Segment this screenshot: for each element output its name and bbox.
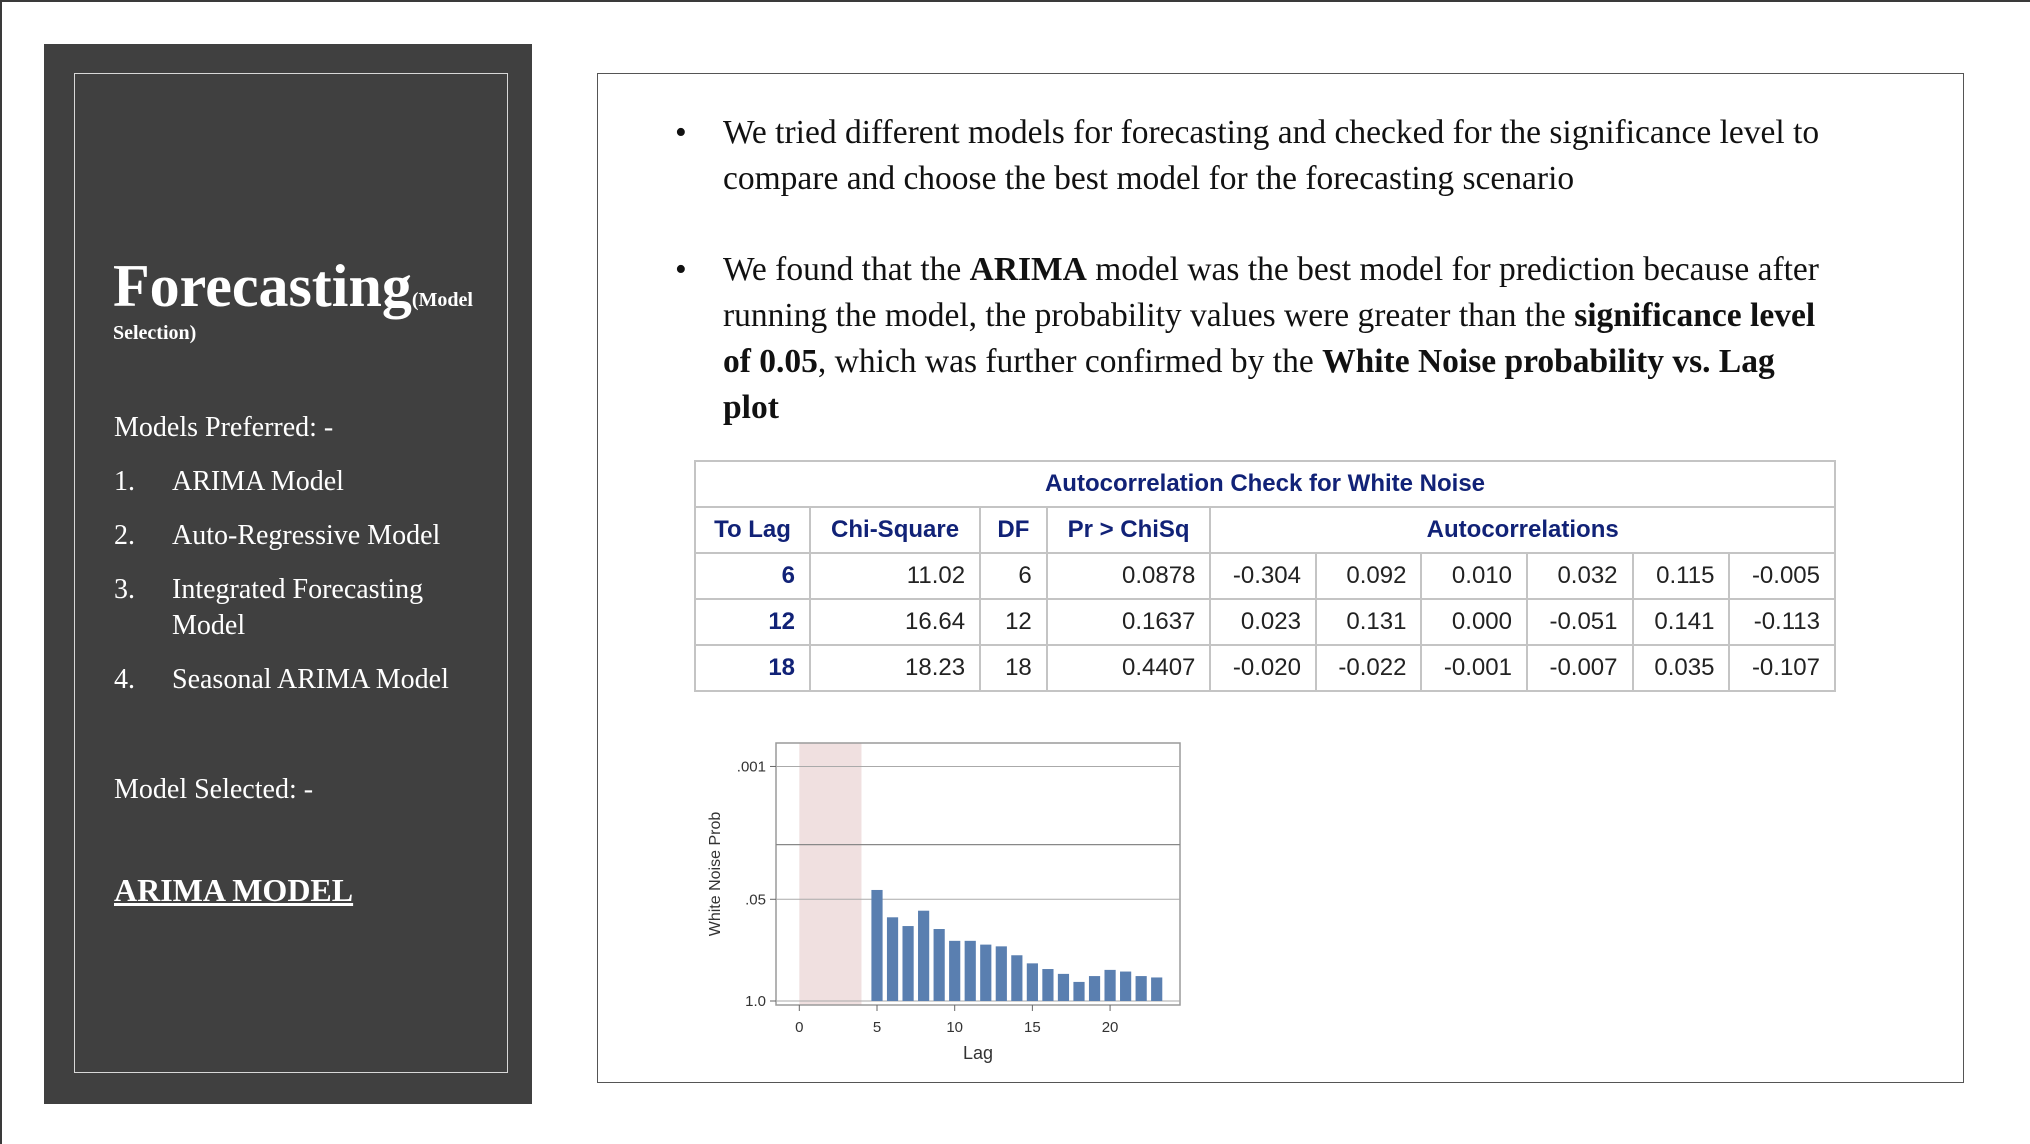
- cell-chisq: 18.23: [810, 645, 980, 691]
- cell-ac: -0.304: [1210, 553, 1316, 599]
- bar: [887, 917, 898, 1001]
- bar: [1136, 976, 1147, 1001]
- header-chi-square: Chi-Square: [810, 507, 980, 553]
- y-tick-label: .001: [736, 758, 766, 776]
- cell-ac: -0.001: [1421, 645, 1527, 691]
- bar: [996, 946, 1007, 1001]
- cell-ac: -0.007: [1527, 645, 1633, 691]
- bar: [1104, 970, 1115, 1001]
- cell-lag: 12: [695, 599, 810, 645]
- cell-chisq: 16.64: [810, 599, 980, 645]
- x-axis-label: Lag: [962, 1043, 994, 1063]
- bullet-item: [675, 247, 1835, 431]
- cell-ac: 0.010: [1421, 553, 1527, 599]
- model-label: ARIMA Model: [172, 466, 344, 497]
- model-item: [114, 518, 472, 554]
- cell-ac: 0.032: [1527, 553, 1633, 599]
- bar: [1073, 982, 1084, 1001]
- model-label: Seasonal ARIMA Model: [172, 664, 449, 695]
- cell-ac: 0.035: [1633, 645, 1730, 691]
- cell-chisq: 11.02: [810, 553, 980, 599]
- cell-ac: -0.107: [1729, 645, 1835, 691]
- bar: [1011, 955, 1022, 1001]
- sidebar-title: [113, 253, 473, 319]
- cell-ac: -0.051: [1527, 599, 1633, 645]
- model-number: 2.: [114, 520, 135, 551]
- cell-df: 6: [980, 553, 1047, 599]
- model-number: 1.: [114, 466, 135, 497]
- cell-ac: 0.092: [1316, 553, 1422, 599]
- bar: [1089, 976, 1100, 1001]
- bar: [980, 945, 991, 1001]
- cell-ac: -0.113: [1729, 599, 1835, 645]
- cell-lag: 6: [695, 553, 810, 599]
- header-pr-chisq: Pr > ChiSq: [1047, 507, 1211, 553]
- x-tick-label: 5: [872, 1019, 882, 1036]
- model-item: [114, 662, 472, 698]
- table-caption: Autocorrelation Check for White Noise: [695, 461, 1835, 507]
- bar: [1151, 977, 1162, 1001]
- model-number: 3.: [114, 574, 135, 605]
- table-row: [695, 553, 1835, 599]
- bar: [949, 941, 960, 1001]
- bar: [1042, 969, 1053, 1001]
- bar: [871, 890, 882, 1001]
- bullet-bold-significance: significance level of 0.05: [723, 297, 1816, 380]
- title-suffix: (Model: [411, 289, 473, 311]
- bar: [902, 926, 913, 1001]
- cell-ac: -0.020: [1210, 645, 1316, 691]
- header-to-lag: To Lag: [695, 507, 810, 553]
- table-row: [695, 645, 1835, 691]
- bar: [965, 941, 976, 1001]
- model-item: [114, 572, 472, 644]
- frame-left-border: [0, 0, 2, 1144]
- selected-model-name: ARIMA MODEL: [114, 872, 354, 908]
- table-caption-row: [695, 461, 1835, 507]
- cell-p: 0.0878: [1047, 553, 1211, 599]
- white-noise-plot: [690, 735, 1210, 1079]
- cell-p: 0.1637: [1047, 599, 1211, 645]
- cell-ac: 0.141: [1633, 599, 1730, 645]
- title-main: Forecasting: [113, 253, 412, 319]
- white-noise-plot-svg: [690, 735, 1210, 1075]
- bar: [1058, 974, 1069, 1001]
- header-df: DF: [980, 507, 1047, 553]
- bullet-icon: •: [675, 251, 687, 288]
- model-label: Auto-Regressive Model: [172, 520, 441, 551]
- cell-ac: -0.022: [1316, 645, 1422, 691]
- y-tick-label: 1.0: [745, 993, 766, 1010]
- title-suffix-second-line: Selection): [113, 322, 197, 344]
- bar: [934, 929, 945, 1001]
- models-preferred-heading: Models Preferred: -: [114, 412, 334, 443]
- bar: [918, 911, 929, 1001]
- model-number: 4.: [114, 664, 135, 695]
- cell-ac: 0.115: [1633, 553, 1730, 599]
- cell-df: 18: [980, 645, 1047, 691]
- bullet-icon: •: [675, 114, 687, 151]
- bullet-text-2a: We found that the: [723, 251, 970, 288]
- header-autocorrelations: Autocorrelations: [1210, 507, 1835, 553]
- bullet-item: [675, 110, 1835, 202]
- bar: [1027, 963, 1038, 1001]
- bullet-text-2c: , which was further confirmed by the: [817, 343, 1323, 380]
- bullet-text-2b: model was the best model for prediction because after running the model, the probability values were greater than the: [723, 251, 1819, 334]
- bullet-list: [675, 110, 1835, 431]
- cell-p: 0.4407: [1047, 645, 1211, 691]
- x-tick-label: 20: [1101, 1019, 1119, 1036]
- cell-lag: 18: [695, 645, 810, 691]
- table-row: [695, 599, 1835, 645]
- x-tick-label: 10: [946, 1019, 964, 1036]
- frame-top-border: [0, 0, 2030, 2]
- bar: [1120, 972, 1131, 1001]
- cell-ac: 0.023: [1210, 599, 1316, 645]
- x-tick-label: 15: [1024, 1019, 1041, 1036]
- y-axis-label: White Noise Prob: [707, 811, 724, 937]
- cell-ac: 0.000: [1421, 599, 1527, 645]
- shaded-region: [799, 743, 861, 1005]
- cell-ac: -0.005: [1729, 553, 1835, 599]
- cell-df: 12: [980, 599, 1047, 645]
- bullet-bold-arima: ARIMA: [969, 251, 1087, 288]
- model-selected-heading: Model Selected: -: [114, 774, 314, 805]
- model-item: [114, 464, 472, 500]
- bullet-bold-plot: White Noise probability vs. Lag plot: [723, 343, 1775, 426]
- models-list: [114, 464, 472, 716]
- cell-ac: 0.131: [1316, 599, 1422, 645]
- table-header-row: [695, 507, 1835, 553]
- y-tick-label: .05: [745, 891, 766, 909]
- autocorrelation-table: [694, 460, 1836, 692]
- x-tick-label: 0: [795, 1019, 804, 1036]
- bullet-text-1: We tried different models for forecasting and checked for the significance level to compare and choose the best model for the forecasting scenario: [723, 114, 1820, 197]
- sidebar-panel: [44, 44, 532, 1104]
- model-label: Integrated Forecasting Model: [172, 574, 424, 641]
